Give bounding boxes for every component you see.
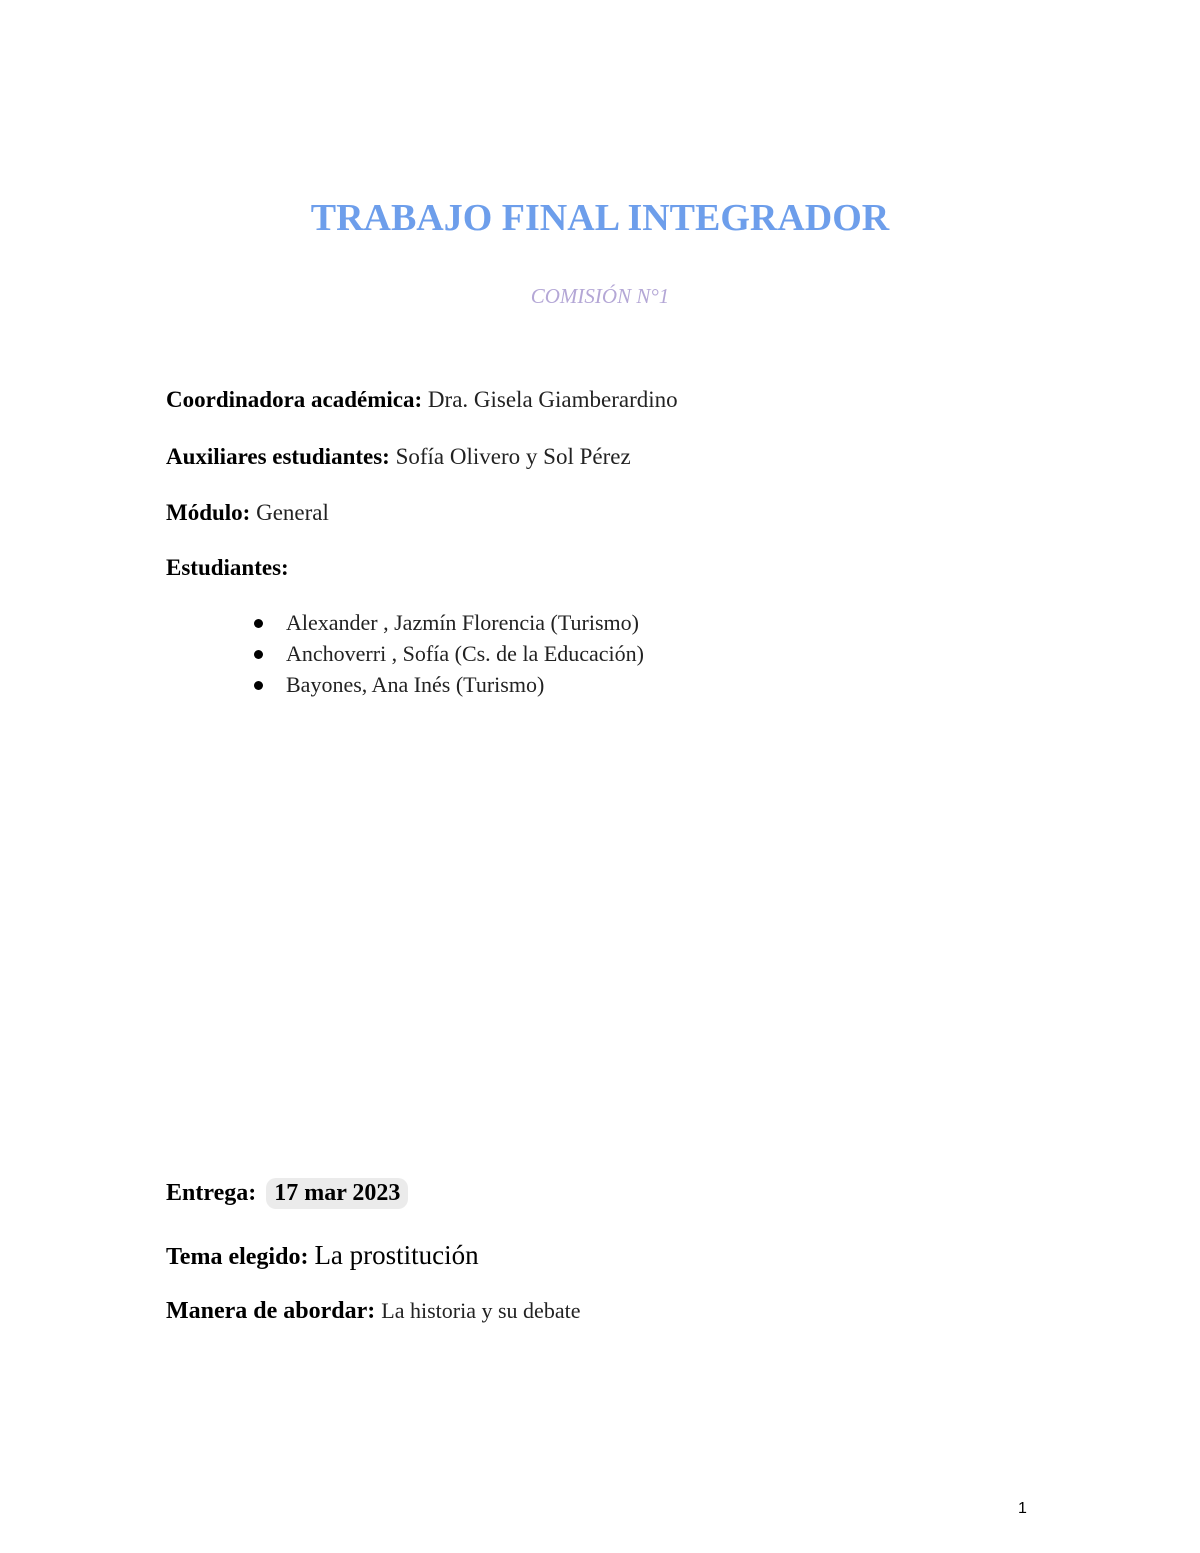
field-modulo-label: Módulo: bbox=[166, 500, 251, 525]
field-auxiliares-value: Sofía Olivero y Sol Pérez bbox=[395, 444, 631, 469]
list-item bbox=[250, 638, 644, 669]
field-auxiliares bbox=[166, 444, 631, 470]
field-coordinadora-label: Coordinadora académica: bbox=[166, 387, 423, 412]
field-manera-label: Manera de abordar: bbox=[166, 1298, 376, 1324]
field-entrega-label: Entrega: bbox=[166, 1180, 257, 1206]
field-tema-value: La prostitución bbox=[314, 1240, 479, 1270]
list-item bbox=[250, 607, 644, 638]
document-title: TRABAJO FINAL INTEGRADOR bbox=[310, 197, 890, 239]
bullet-icon bbox=[254, 681, 263, 690]
field-entrega bbox=[166, 1178, 408, 1209]
field-manera bbox=[166, 1298, 580, 1325]
field-manera-value: La historia y su debate bbox=[381, 1298, 581, 1323]
field-coordinadora bbox=[166, 387, 678, 413]
field-tema bbox=[166, 1240, 479, 1271]
bullet-icon bbox=[254, 619, 263, 628]
list-item bbox=[250, 669, 644, 700]
date-chip[interactable]: 17 mar 2023 bbox=[266, 1178, 408, 1209]
field-estudiantes-label: Estudiantes: bbox=[166, 555, 289, 580]
field-auxiliares-label: Auxiliares estudiantes: bbox=[166, 444, 390, 469]
bullet-icon bbox=[254, 650, 263, 659]
student-name: Alexander , Jazmín Florencia (Turismo) bbox=[286, 610, 639, 635]
field-estudiantes bbox=[166, 555, 289, 581]
field-modulo bbox=[166, 500, 329, 526]
field-modulo-value: General bbox=[256, 500, 329, 525]
page-number: 1 bbox=[1018, 1500, 1027, 1517]
student-name: Anchoverri , Sofía (Cs. de la Educación) bbox=[286, 641, 644, 666]
student-name: Bayones, Ana Inés (Turismo) bbox=[286, 672, 545, 697]
students-list bbox=[250, 607, 644, 700]
field-tema-label: Tema elegido: bbox=[166, 1244, 309, 1270]
document-subtitle: COMISIÓN N°1 bbox=[530, 284, 670, 308]
field-coordinadora-value: Dra. Gisela Giamberardino bbox=[427, 387, 678, 412]
